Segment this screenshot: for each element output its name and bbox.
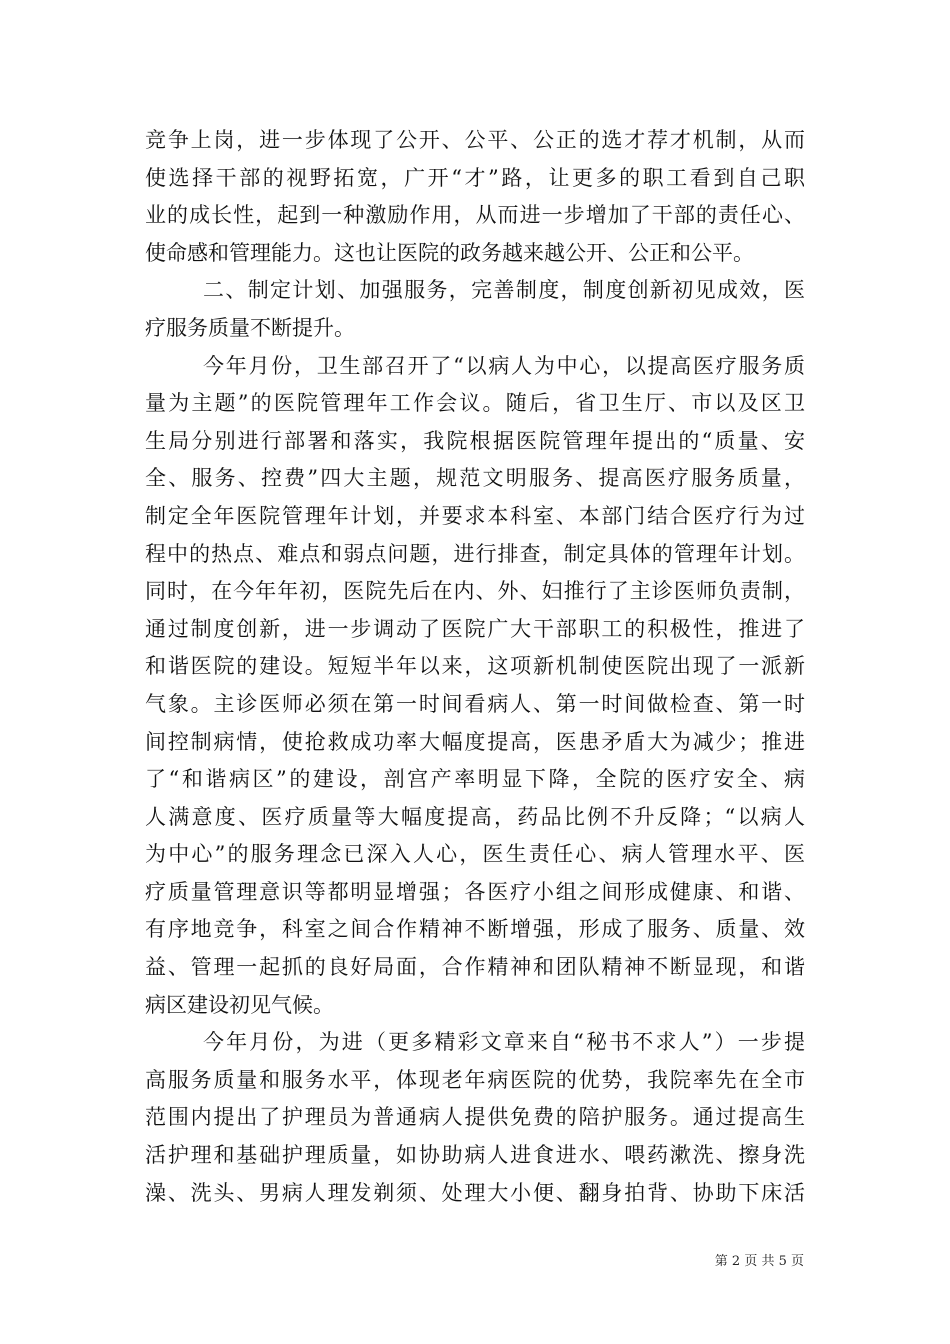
text-line: 间控制病情，使抢救成功率大幅度提高，医患矛盾大为减少；推进 (145, 729, 805, 754)
text-line: 范围内提出了护理员为普通病人提供免费的陪护服务。通过提高生 (145, 1105, 805, 1130)
text-line: 生局分别进行部署和落实，我院根据医院管理年提出的“质量、安 (145, 428, 805, 453)
body-text (145, 122, 805, 1212)
text-line: 高服务质量和服务水平，体现老年病医院的优势，我院率先在全市 (145, 1067, 805, 1092)
text-line: 和谐医院的建设。短短半年以来，这项新机制使医院出现了一派新 (145, 654, 805, 679)
text-line: 了“和谐病区”的建设，剖宫产率明显下降，全院的医疗安全、病 (145, 767, 805, 792)
text-line: 使命感和管理能力。这也让医院的政务越来越公开、公正和公平。 (145, 240, 754, 265)
text-line: 制定全年医院管理年计划，并要求本科室、本部门结合医疗行为过 (145, 503, 805, 528)
text-line: 今年月份，为进（更多精彩文章来自“秘书不求人”）一步提 (203, 1030, 805, 1055)
text-line: 今年月份，卫生部召开了“以病人为中心，以提高医疗服务质 (203, 353, 805, 378)
text-line: 全、服务、控费”四大主题，规范文明服务、提高医疗服务质量， (145, 466, 805, 491)
text-line: 业的成长性，起到一种激励作用，从而进一步增加了干部的责任心、 (145, 203, 805, 228)
text-line: 程中的热点、难点和弱点问题，进行排查，制定具体的管理年计划。 (145, 541, 805, 566)
text-line: 疗质量管理意识等都明显增强；各医疗小组之间形成健康、和谐、 (145, 879, 805, 904)
text-line: 同时，在今年年初，医院先后在内、外、妇推行了主诊医师负责制， (145, 579, 805, 604)
text-line: 澡、洗头、男病人理发剃须、处理大小便、翻身拍背、协助下床活 (145, 1180, 805, 1205)
text-line: 人满意度、医疗质量等大幅度提高，药品比例不升反降；“以病人 (145, 804, 805, 829)
text-line: 疗服务质量不断提升。 (145, 315, 355, 340)
text-line: 量为主题”的医院管理年工作会议。随后，省卫生厅、市以及区卫 (145, 391, 805, 416)
text-line: 病区建设初见气候。 (145, 992, 334, 1017)
text-line: 气象。主诊医师必须在第一时间看病人、第一时间做检查、第一时 (145, 691, 805, 716)
text-line: 为中心”的服务理念已深入人心，医生责任心、病人管理水平、医 (145, 842, 805, 867)
text-line: 通过制度创新，进一步调动了医院广大干部职工的积极性，推进了 (145, 616, 805, 641)
text-line: 使选择干部的视野拓宽，广开“才”路，让更多的职工看到自己职 (145, 165, 805, 190)
text-line: 活护理和基础护理质量，如协助病人进食进水、喂药漱洗、擦身洗 (145, 1143, 805, 1168)
page-footer: 第 2 页 共 5 页 (714, 1254, 804, 1269)
text-line: 益、管理一起抓的良好局面，合作精神和团队精神不断显现，和谐 (145, 955, 805, 980)
text-line: 二、制定计划、加强服务，完善制度，制度创新初见成效，医 (203, 278, 805, 303)
text-line: 有序地竞争，科室之间合作精神不断增强，形成了服务、质量、效 (145, 917, 805, 942)
text-line: 竞争上岗，进一步体现了公开、公平、公正的选才荐才机制，从而 (145, 128, 805, 152)
